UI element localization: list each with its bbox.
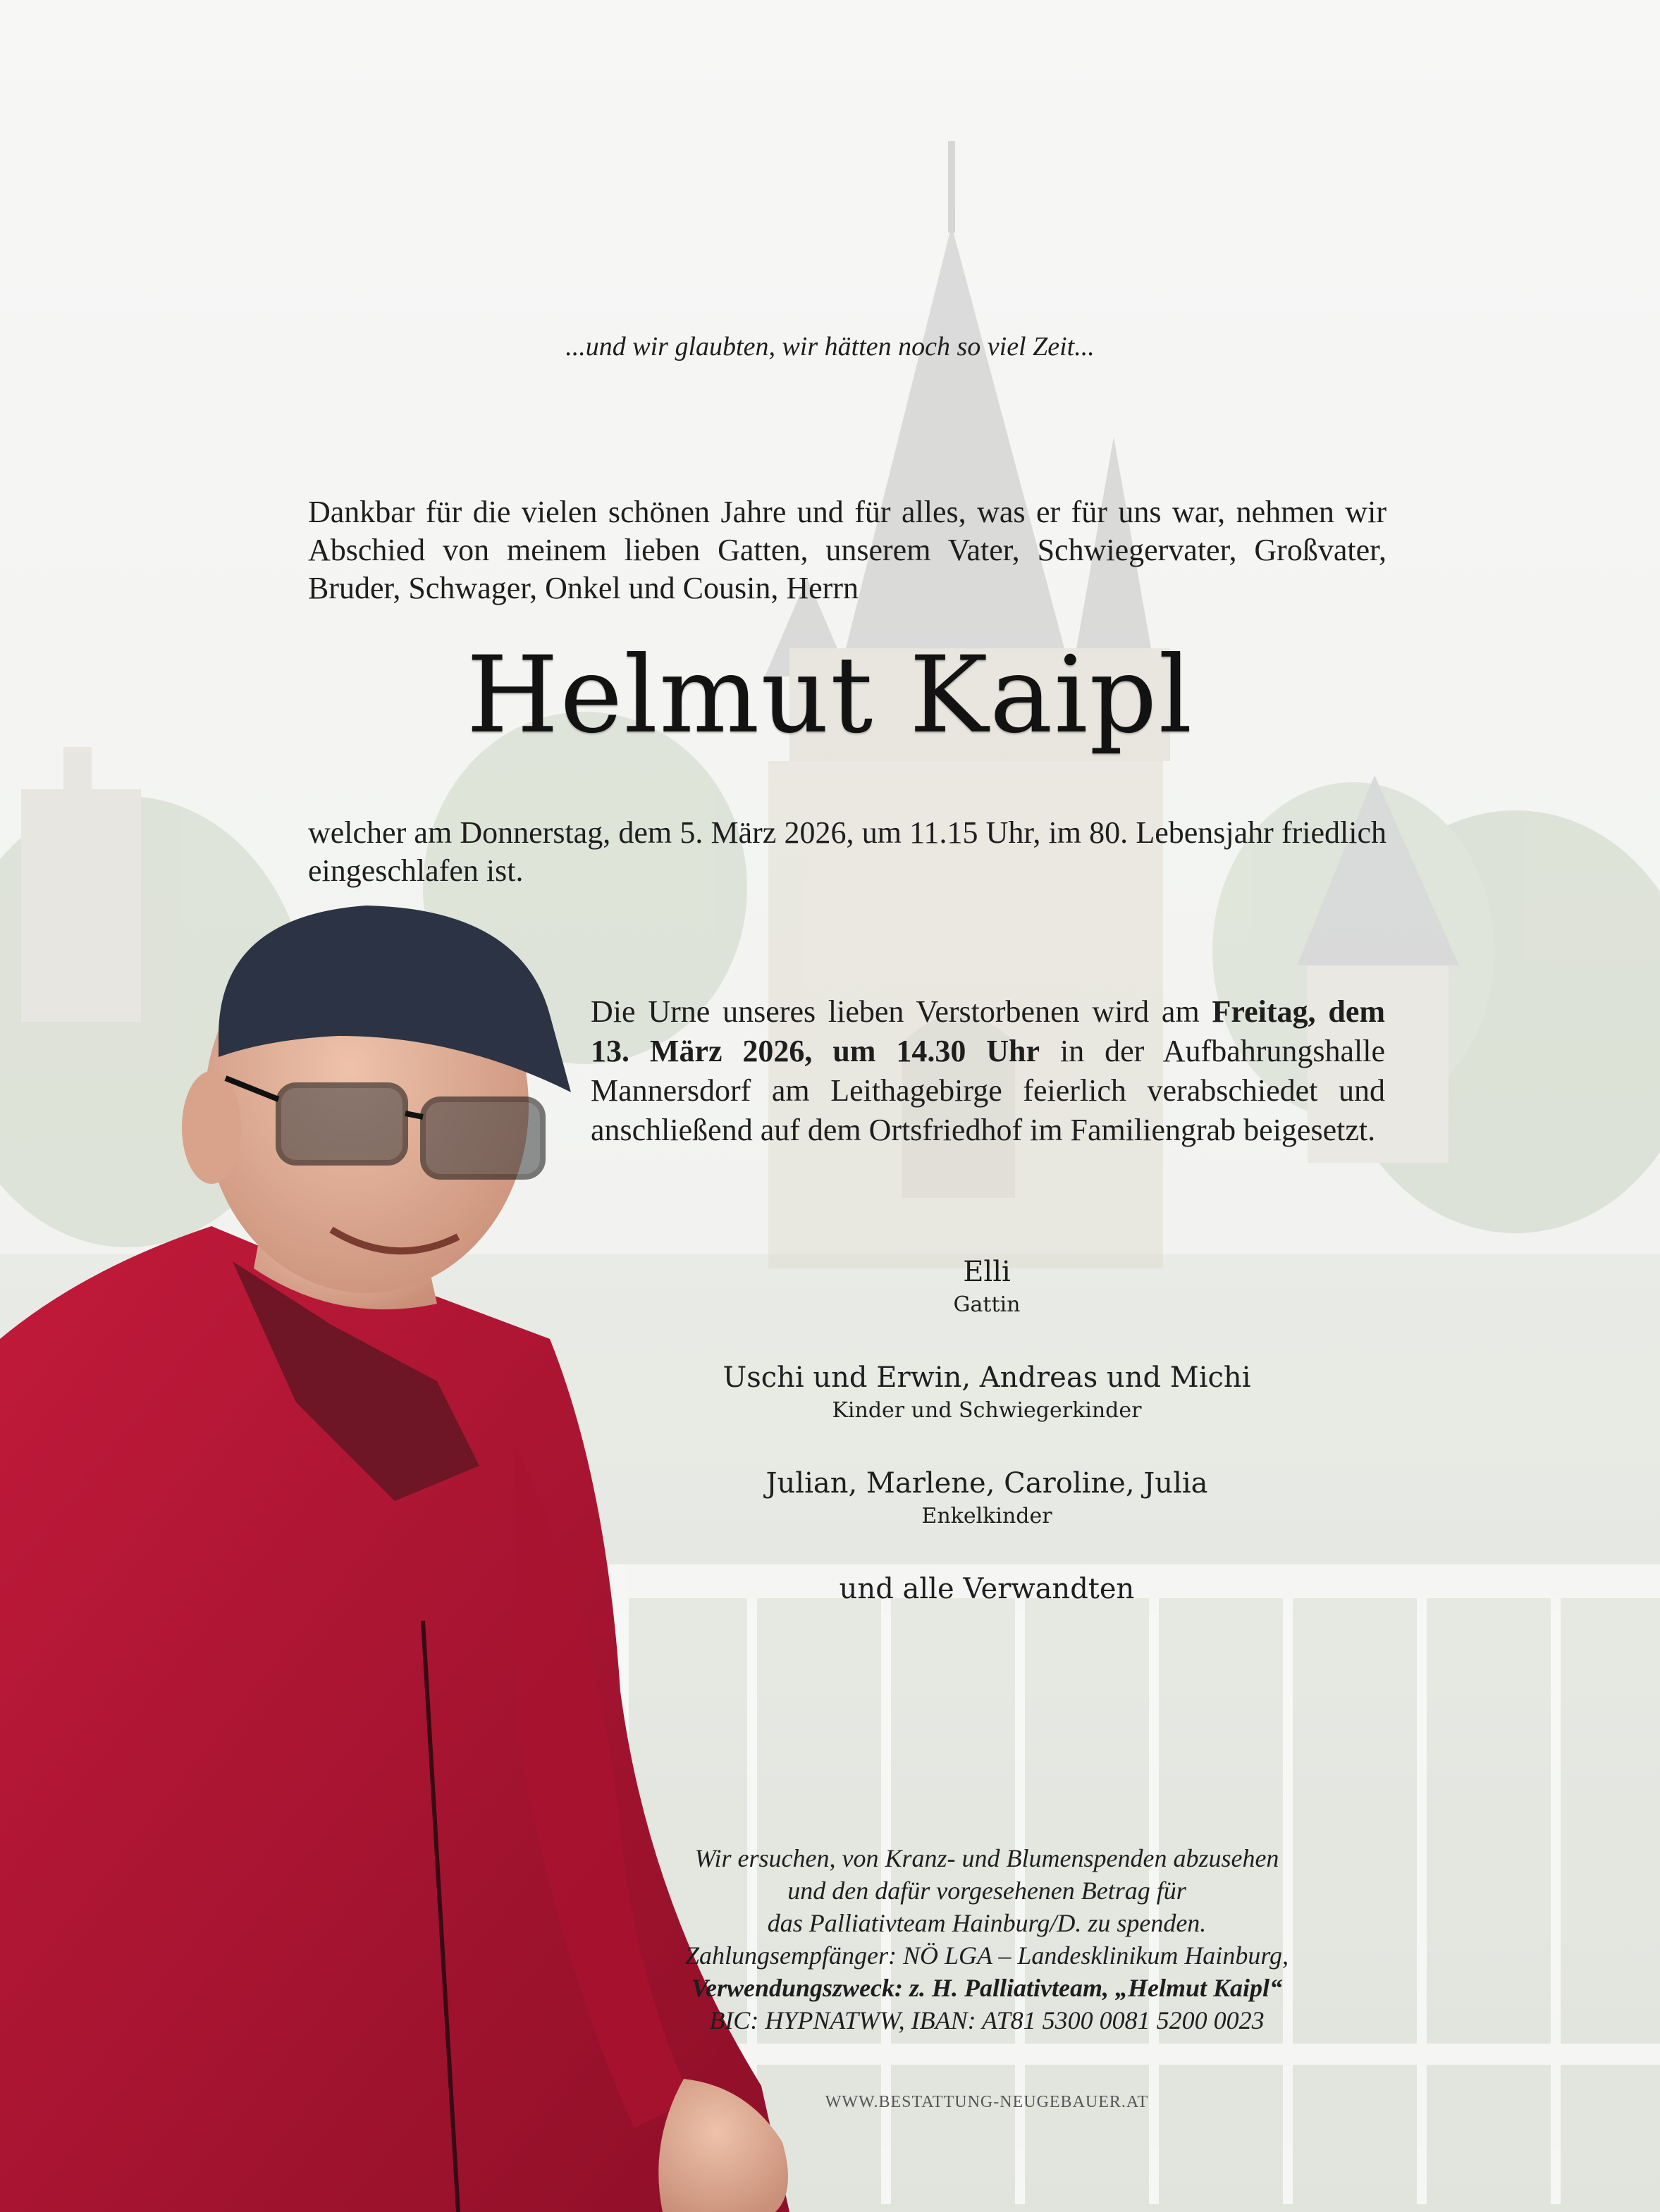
mourner-spouse xyxy=(578,1256,1396,1317)
mourner-names: Elli xyxy=(963,1256,1011,1288)
mourner-relation: Kinder und Schwiegerkinder xyxy=(832,1398,1142,1423)
mourner-children xyxy=(578,1361,1396,1423)
mourner-relation: Gattin xyxy=(953,1292,1021,1317)
donation-line: und den dafür vorgesehenen Betrag für xyxy=(787,1877,1186,1905)
mourner-names: und alle Verwandten xyxy=(839,1573,1135,1605)
motto: ...und wir glaubten, wir hätten noch so viel Zeit... xyxy=(565,332,1095,362)
ceremony-text xyxy=(591,992,1385,1150)
mourner-names: Uschi und Erwin, Andreas und Michi xyxy=(723,1361,1251,1394)
ceremony-rest: in der Aufbahrungshalle Mannersdorf am Leithagebirge feierlich verabschiedet und anschließend auf dem Ortsfriedhof im Familiengrab beigesetzt. xyxy=(591,1034,1386,1147)
mourner-relation: Enkelkinder xyxy=(921,1504,1052,1528)
donation-line: Wir ersuchen, von Kranz- und Blumenspenden abzusehen xyxy=(694,1844,1279,1872)
donation-line: das Palliativteam Hainburg/D. zu spenden. xyxy=(767,1909,1207,1937)
ceremony-lead: Die Urne unseres lieben Verstorbenen wird am xyxy=(591,994,1200,1029)
donation-bank: BIC: HYPNATWW, IBAN: AT81 5300 0081 5200 0023 xyxy=(709,2006,1265,2034)
donation-purpose: Verwendungszweck: z. H. Palliativteam, „Helmut Kaipl“ xyxy=(691,1974,1283,2002)
intro-text: Dankbar für die vielen schönen Jahre und für alles, was er für uns war, nehmen wir Abschied von meinem lieben Gatten, unserem Vater, Schwiegervater, Großvater, Bruder, Schwager, Onkel und Cousin, Herrn xyxy=(308,495,1387,605)
mourner-relatives xyxy=(578,1573,1396,1605)
deceased-name: Helmut Kaipl xyxy=(466,634,1194,757)
donation-line: Zahlungsempfänger: NÖ LGA – Landesklinikum Hainburg, xyxy=(684,1941,1289,1970)
website-link[interactable]: WWW.BESTATTUNG-NEUGEBAUER.AT xyxy=(825,2093,1149,2111)
mourner-names: Julian, Marlene, Caroline, Julia xyxy=(766,1467,1208,1500)
mourner-grandchildren xyxy=(578,1467,1396,1528)
death-notice: welcher am Donnerstag, dem 5. März 2026, um 11.15 Uhr, im 80. Lebensjahr friedlich eingeschlafen ist. xyxy=(308,815,1387,888)
ceremony-date-time: Freitag, dem 13. März 2026, um 14.30 Uhr xyxy=(591,994,1385,1068)
donation-note xyxy=(578,1842,1396,2037)
